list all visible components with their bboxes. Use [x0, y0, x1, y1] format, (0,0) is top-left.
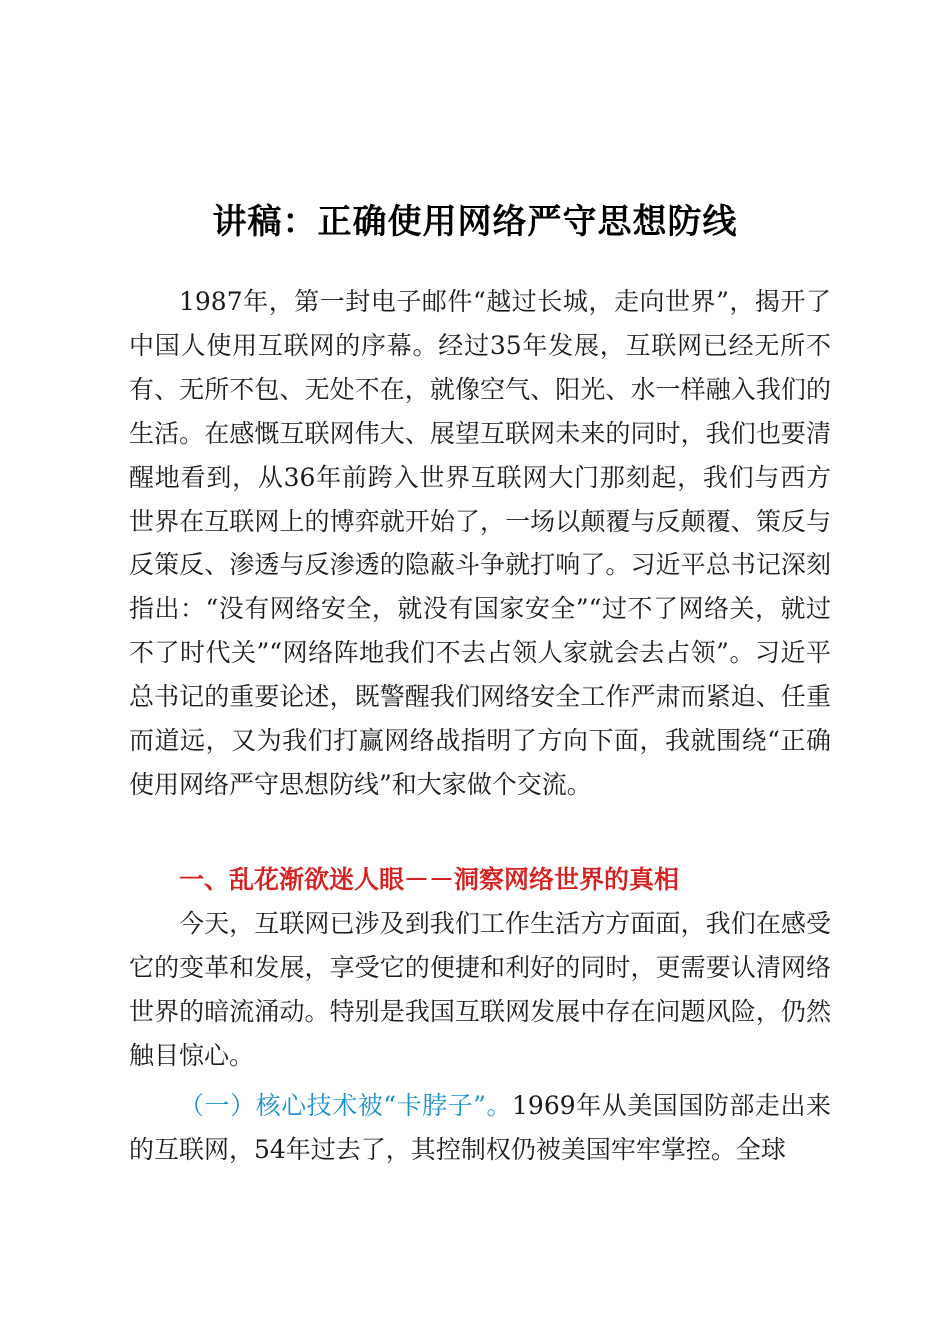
subsection-1-text: 1969年从美国国防部走出来的互联网，54年过去了，其控制权仍被美国牢牢掌控。全球 — [129, 1091, 831, 1164]
paragraph-subsection1 — [129, 1084, 831, 1172]
section-heading-1: 一、乱花渐欲迷人眼－－洞察网络世界的真相 — [179, 865, 680, 894]
subsection-heading-1: （一）核心技术被“卡脖子”。 — [179, 1091, 513, 1120]
paragraph-section1: 今天，互联网已涉及到我们工作生活方方面面，我们在感受它的变革和发展，享受它的便捷和利好的同时，更需要认清网络世界的暗流涌动。特别是我国互联网发展中存在问题风险，仍然触目惊心。 — [129, 909, 831, 1070]
paragraph-intro: 1987年，第一封电子邮件“越过长城，走向世界”，揭开了中国人使用互联网的序幕。经过35年发展，互联网已经无所不有、无所不包、无处不在，就像空气、阳光、水一样融入我们的生活。在感慨互联网伟大、展望互联网未来的同时，我们也要清醒地看到，从36年前跨入世界互联网大门那刻起，我们与西方世界在互联网上的博弈就开始了，一场以颠覆与反颠覆、策反与反策反、渗透与反渗透的隐蔽斗争就打响了。习近平总书记深刻指出：“没有网络安全，就没有国家安全”“过不了网络关，就过不了时代关”“网络阵地我们不去占领人家就会去占领”。习近平总书记的重要论述，既警醒我们网络安全工作严肃而紧迫、任重而道远，又为我们打赢网络战指明了方向下面，我就围绕“正确使用网络严守思想防线”和大家做个交流。 — [129, 287, 831, 799]
document-title: 讲稿：正确使用网络严守思想防线 — [212, 202, 738, 242]
